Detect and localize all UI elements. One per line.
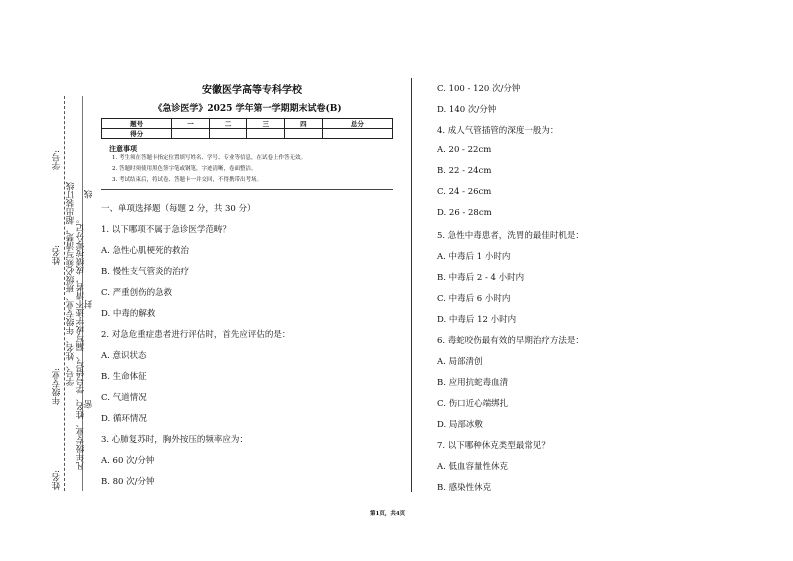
question-line: C. 24 - 26cm bbox=[437, 187, 492, 197]
column-divider bbox=[411, 78, 412, 492]
score-table bbox=[101, 118, 393, 139]
score-cell bbox=[247, 129, 285, 139]
notice-item: 2. 答题时须使用黑色签字笔或钢笔，字迹清晰，卷面整洁。 bbox=[112, 166, 257, 172]
score-cell bbox=[209, 129, 247, 139]
question-line: C. 伤口近心端绑扎 bbox=[437, 399, 509, 409]
question-line: D. 循环情况 bbox=[101, 414, 147, 424]
question-line: A. 局部清创 bbox=[437, 357, 483, 367]
score-table-col: 一 bbox=[172, 119, 210, 129]
page-number: 第1页，共4页 bbox=[370, 511, 406, 517]
school-name: 安徽医学高等专科学校 bbox=[202, 85, 302, 96]
question-line: D. 140 次/分钟 bbox=[437, 105, 497, 115]
question-line: 4. 成人气管插管的深度一般为： bbox=[437, 126, 559, 136]
score-cell bbox=[285, 129, 323, 139]
section-heading: 一、单项选择题（每题 2 分，共 30 分） bbox=[101, 204, 256, 214]
score-table-row bbox=[102, 129, 393, 139]
binding-line-dashed bbox=[64, 96, 65, 491]
question-line: B. 应用抗蛇毒血清 bbox=[437, 378, 509, 388]
score-cell bbox=[172, 129, 210, 139]
question-line: D. 中毒的解救 bbox=[101, 309, 156, 319]
question-line: D. 26 - 28cm bbox=[437, 208, 492, 218]
score-table-col: 四 bbox=[285, 119, 323, 129]
question-line: 6. 毒蛇咬伤最有效的早期治疗方法是： bbox=[437, 336, 584, 346]
seal-mark-seal: 封 bbox=[84, 300, 94, 309]
question-line: A. 中毒后 1 小时内 bbox=[437, 252, 511, 262]
exam-title: 《急诊医学》2025 学年第一学期期末试卷(B) bbox=[153, 104, 342, 114]
score-table-row bbox=[102, 119, 393, 129]
question-line: C. 100 - 120 次/分钟 bbox=[437, 84, 521, 94]
question-line: C. 中毒后 6 小时内 bbox=[437, 294, 511, 304]
score-cell bbox=[322, 129, 392, 139]
question-line: 5. 急性中毒患者，洗胃的最佳时机是： bbox=[437, 231, 584, 241]
question-line: 1. 以下哪项不属于急诊医学范畴？ bbox=[101, 225, 231, 235]
score-table-col: 二 bbox=[209, 119, 247, 129]
score-table-col: 总分 bbox=[322, 119, 392, 129]
question-line: A. 60 次/分钟 bbox=[101, 456, 155, 466]
notice-item: 3. 考试结束后，将试卷、答题卡一并交回，不得携带出考场。 bbox=[112, 177, 262, 183]
question-line: C. 气道情况 bbox=[101, 393, 147, 403]
student-id-label: 学号: bbox=[52, 150, 62, 170]
score-table-row-label: 题号 bbox=[102, 119, 172, 129]
score-table-col: 三 bbox=[247, 119, 285, 129]
question-line: B. 慢性支气管炎的治疗 bbox=[101, 267, 190, 277]
header-separator bbox=[101, 189, 393, 190]
class-label: 年级专业: bbox=[52, 368, 62, 405]
question-line: B. 感染性休克 bbox=[437, 483, 492, 493]
seal-mark-line: 线 bbox=[84, 190, 94, 199]
notice-title: 注意事项 bbox=[109, 144, 137, 153]
question-line: C. 严重创伤的急救 bbox=[101, 288, 173, 298]
score-table-row-label: 得分 bbox=[102, 129, 172, 139]
question-line: 3. 心肺复苏时，胸外按压的频率应为： bbox=[101, 435, 248, 445]
question-line: 7. 以下哪种休克类型最常见？ bbox=[437, 441, 550, 451]
question-line: B. 生命体征 bbox=[101, 372, 147, 382]
question-line: A. 低血容量性休克 bbox=[437, 462, 509, 472]
question-line: 2. 对急危重症患者进行评估时，首先应评估的是： bbox=[101, 330, 291, 340]
question-line: B. 80 次/分钟 bbox=[101, 477, 155, 487]
warning-text-1: 学号、姓名、年级专业、班级必须写清楚，超出装订线 bbox=[66, 182, 76, 386]
question-line: D. 中毒后 12 小时内 bbox=[437, 315, 517, 325]
question-line: B. 22 - 24cm bbox=[437, 166, 492, 176]
seal-mark-secret: 密 bbox=[84, 400, 94, 409]
question-line: B. 中毒后 2 - 4 小时内 bbox=[437, 273, 525, 283]
name-label-2: 姓名: bbox=[52, 470, 62, 490]
question-line: A. 意识状态 bbox=[101, 351, 147, 361]
question-line: D. 局部冰敷 bbox=[437, 420, 483, 430]
notice-item: 1. 考生须在答题卡指定位置填写姓名、学号、专业等信息，在试卷上作答无效。 bbox=[112, 155, 306, 161]
question-line: A. 20 - 22cm bbox=[437, 145, 492, 155]
question-line: A. 急性心肌梗死的救治 bbox=[101, 246, 190, 256]
warning-text-2: 凡年级专业、姓名、学号错写、漏写或字迹不清者，成绩按零分记。 bbox=[76, 215, 86, 470]
name-label: 姓名: bbox=[52, 245, 62, 265]
